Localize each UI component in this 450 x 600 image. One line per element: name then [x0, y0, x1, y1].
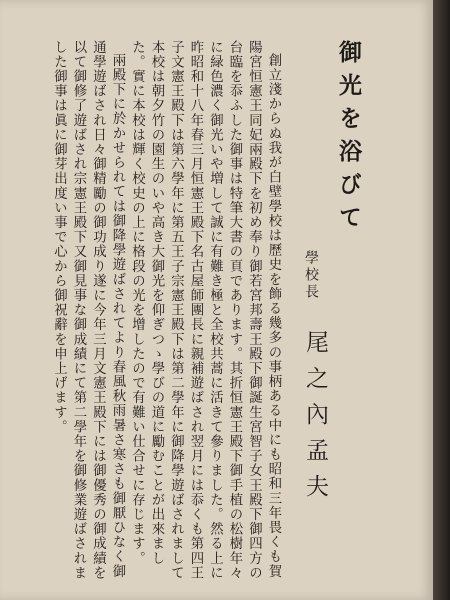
paragraph: 創立淺からぬ我が白壁學校は歷史を飾る幾多の事柄ある中にも昭和三年畏くも賀陽宮恒憲王同妃兩殿下を初め奉り御若宮邦壽王殿下御誕生宮智子女王殿下御四方の台臨を忝ふした御事は特筆大書の頁であります。其折恒憲王殿下御手植の松樹年々に緑色濃く御光いや増して誠に有難き極と全校共蒿に活きて參りました。然る上に昨昭和十八年春三月恒憲王殿下名古屋師團長に親補遊ばされ翌月には忝くも第四王子文憲王殿下は第六學年に第五王子宗憲王殿下は第二學年に御降學遊ばされまして本校は朝夕竹の園生のいや高き大御光を仰ぎつゝ學びの道に勵むことが出來ました。實に本校は輝く校史の上に格段の光を增したので有難い仕合せに存じます。: [129, 40, 281, 581]
essay-title: 御光を浴びて: [335, 40, 362, 238]
author-role: 學校長: [303, 250, 319, 301]
book-edge: [433, 0, 450, 600]
essay-body: [49, 40, 283, 585]
author-name: 尾之內孟夫: [302, 330, 328, 510]
paragraph: 兩殿下に於かせられては御降學遊ばされてより春風秋雨暑さ寒さも御厭ひなく御通學遊ばされ日々御精勵の御功成り遂に今年三月文憲王殿下には御優秀の御成績を以て御修了遊ばされ宗憲王殿下又御見事な御成績にて第二學年を御修業遊ばされました御事は眞に御芽出度い事で心から御祝辭を申上げます。: [51, 40, 125, 581]
